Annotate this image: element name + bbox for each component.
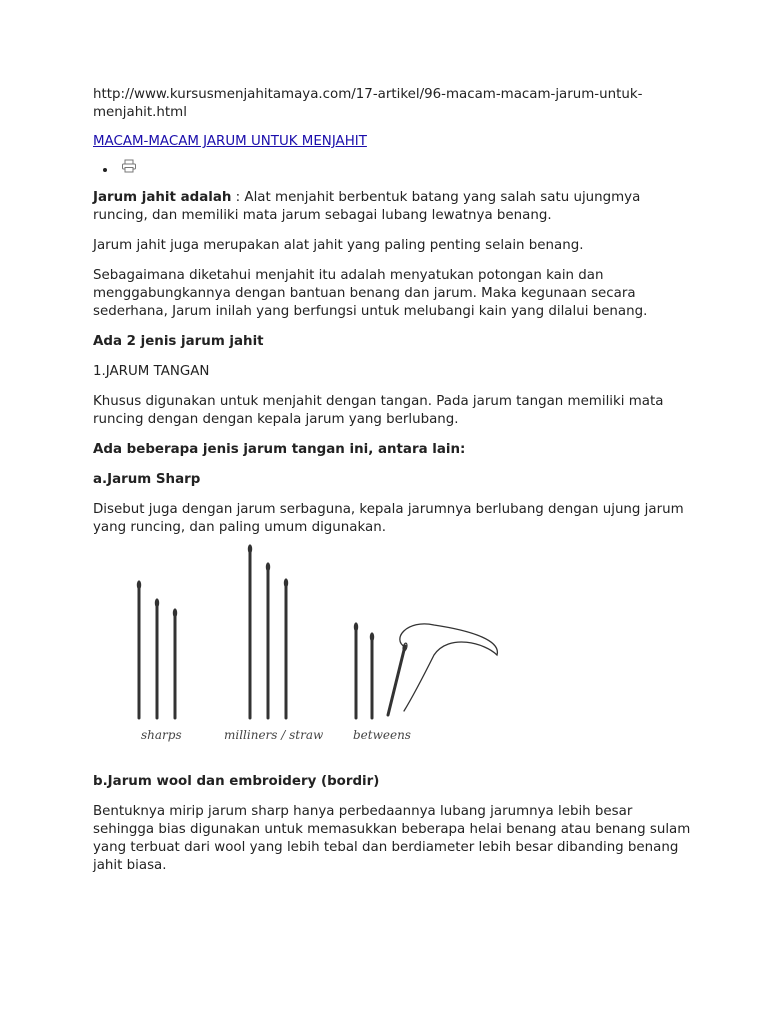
heading-sharp: a.Jarum Sharp [93,472,201,487]
paragraph-importance: Jarum jahit juga merupakan alat jahit yang paling penting selain benang. [93,238,584,253]
caption-betweens: betweens [353,728,411,742]
caption-milliners: milliners / straw [224,728,324,742]
heading-wool: b.Jarum wool dan embroidery (bordir) [93,774,380,789]
needles-illustration [129,543,549,753]
sharps-needles [137,581,176,718]
heading-two-types: Ada 2 jenis jarum jahit [93,334,264,349]
tools-list [93,159,693,179]
heading-hand-needle: 1.JARUM TANGAN [93,364,210,379]
definition-text: : Alat menjahit berbentuk batang yang salah satu ujungmya runcing, dan memiliki mata jarum sebagai lubang lewatnya benang. [93,190,641,223]
paragraph-wool: Bentuknya mirip jarum sharp hanya perbedaannya lubang jarumnya lebih besar sehingga bias digunakan untuk memasukkan beberapa helai benang atau benang sulam yang terbuat dari wool yang lebih tebal dan berdiameter lebih besar dibanding benang jahit biasa. [93,804,691,873]
definition-paragraph [93,189,693,225]
betweens-needles [354,623,497,718]
source-url: http://www.kursusmenjahitamaya.com/17-artikel/96-macam-macam-jarum-untuk-menjahit.html [93,87,643,120]
definition-term: Jarum jahit adalah [93,190,232,205]
document-page [93,86,693,887]
paragraph-purpose: Sebagaimana diketahui menjahit itu adalah menyatukan potongan kain dan menggabungkannya dengan bantuan benang dan jarum. Maka kegunaan secara sederhana, Jarum inilah yang berfungsi untuk melubangi kain yang dilalui benang. [93,268,648,319]
article-title-link[interactable]: MACAM-MACAM JARUM UNTUK MENJAHIT [93,134,367,149]
heading-several-types: Ada beberapa jenis jarum tangan ini, antara lain: [93,442,466,457]
caption-sharps: sharps [141,728,182,742]
printer-icon[interactable] [121,159,137,179]
paragraph-sharp: Disebut juga dengan jarum serbaguna, kepala jarumnya berlubang dengan ujung jarum yang runcing, dan paling umum digunakan. [93,502,684,535]
milliners-needles [248,545,287,718]
print-list-item [117,159,693,179]
paragraph-hand-needle: Khusus digunakan untuk menjahit dengan tangan. Pada jarum tangan memiliki mata runcing dengan dengan kepala jarum yang berlubang. [93,394,664,427]
